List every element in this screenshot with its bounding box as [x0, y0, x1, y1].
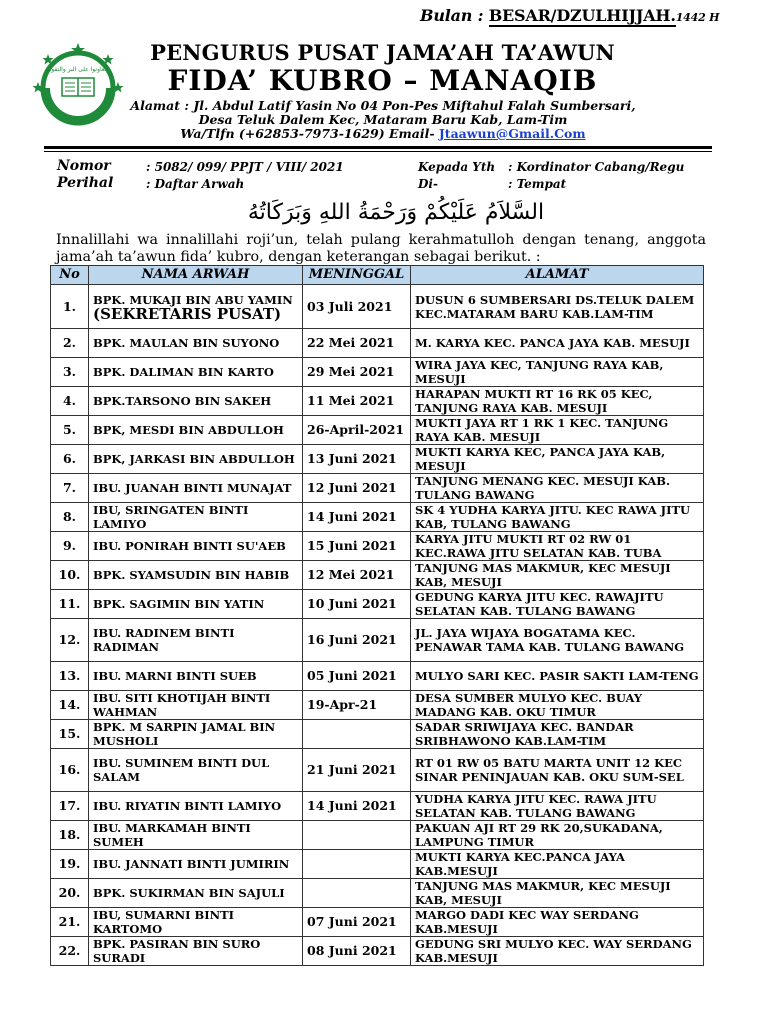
row-nama: IBU. JANNATI BINTI JUMIRIN [89, 850, 303, 879]
table-row [51, 285, 704, 329]
row-nama: IBU, SUMARNI BINTI KARTOMO [89, 908, 303, 937]
row-no: 10. [51, 561, 89, 590]
header-rule-thick [44, 146, 712, 149]
organization-subtitle: FIDA’ KUBRO – MANAQIB [167, 64, 598, 97]
row-tanggal: 21 Juni 2021 [303, 749, 411, 792]
row-nama: IBU. MARNI BINTI SUEB [89, 662, 303, 691]
row-alamat: SK 4 YUDHA KARYA JITU. KEC RAWA JITU KAB, TULANG BAWANG [411, 503, 704, 532]
row-nama: BPK. SUKIRMAN BIN SAJULI [89, 879, 303, 908]
header-rule-thin [44, 151, 712, 152]
row-nama: BPK, MESDI BIN ABDULLOH [89, 416, 303, 445]
row-alamat: YUDHA KARYA JITU KEC. RAWA JITU SELATAN KAB. TULANG BAWANG [411, 792, 704, 821]
row-no: 12. [51, 619, 89, 662]
row-tanggal: 12 Juni 2021 [303, 474, 411, 503]
row-nama: BPK, JARKASI BIN ABDULLOH [89, 445, 303, 474]
row-nama: IBU. PONIRAH BINTI SU'AEB [89, 532, 303, 561]
month-label: Bulan : [420, 6, 489, 25]
row-nama: BPK. PASIRAN BIN SURO SURADI [89, 937, 303, 966]
table-row [51, 503, 704, 532]
table-row [51, 619, 704, 662]
table-row [51, 474, 704, 503]
row-no: 1. [51, 285, 89, 329]
row-no: 2. [51, 329, 89, 358]
row-no: 14. [51, 691, 89, 720]
row-no: 21. [51, 908, 89, 937]
row-no: 5. [51, 416, 89, 445]
table-row [51, 850, 704, 879]
row-tanggal: 05 Juni 2021 [303, 662, 411, 691]
row-tanggal: 07 Juni 2021 [303, 908, 411, 937]
row-nama: IBU. MARKAMAH BINTI SUMEH [89, 821, 303, 850]
intro-paragraph: Innalillahi wa innalillahi roji’un, telah pulang kerahmatulloh dengan tenang, anggota jama’ah ta’awun fida’ kubro, dengan keterangan sebagai berikut. : [56, 232, 706, 265]
row-no: 13. [51, 662, 89, 691]
row-tanggal [303, 850, 411, 879]
row-no: 17. [51, 792, 89, 821]
row-tanggal: 08 Juni 2021 [303, 937, 411, 966]
row-nama: IBU. RADINEM BINTI RADIMAN [89, 619, 303, 662]
row-tanggal: 19-Apr-21 [303, 691, 411, 720]
row-nama: IBU. JUANAH BINTI MUNAJAT [89, 474, 303, 503]
row-no: 6. [51, 445, 89, 474]
row-tanggal: 14 Juni 2021 [303, 503, 411, 532]
row-tanggal [303, 879, 411, 908]
row-no: 3. [51, 358, 89, 387]
row-nama: BPK. M SARPIN JAMAL BIN MUSHOLI [89, 720, 303, 749]
table-row [51, 937, 704, 966]
logo-text: وتعاونوا على البر والتقوى [46, 66, 110, 73]
row-alamat: JL. JAYA WIJAYA BOGATAMA KEC. PENAWAR TAMA KAB. TULANG BAWANG [411, 619, 704, 662]
row-nama-line: BPK. MUKAJI BIN ABU YAMIN [93, 292, 293, 307]
row-tanggal [303, 720, 411, 749]
row-alamat: MUKTI KARYA KEC.PANCA JAYA KAB.MESUJI [411, 850, 704, 879]
row-nama: IBU. SUMINEM BINTI DUL SALAM [89, 749, 303, 792]
row-alamat: TANJUNG MENANG KEC. MESUJI KAB. TULANG BAWANG [411, 474, 704, 503]
row-tanggal: 11 Mei 2021 [303, 387, 411, 416]
address-line-2: Desa Teluk Dalem Kec, Mataram Baru Kab, Lam-Tim [198, 112, 568, 127]
table-row [51, 691, 704, 720]
header-meninggal: MENINGGAL [303, 266, 411, 285]
row-no: 16. [51, 749, 89, 792]
row-alamat: KARYA JITU MUKTI RT 02 RW 01 KEC.RAWA JITU SELATAN KAB. TUBA [411, 532, 704, 561]
row-tanggal: 22 Mei 2021 [303, 329, 411, 358]
row-nama: BPK. SAGIMIN BIN YATIN [89, 590, 303, 619]
table-row [51, 662, 704, 691]
row-alamat: TANJUNG MAS MAKMUR, KEC MESUJI KAB, MESUJI [411, 879, 704, 908]
row-no: 19. [51, 850, 89, 879]
table-row [51, 387, 704, 416]
row-no: 11. [51, 590, 89, 619]
row-tanggal: 12 Mei 2021 [303, 561, 411, 590]
kepada-value: : Kordinator Cabang/Regu [508, 160, 685, 174]
row-alamat: DUSUN 6 SUMBERSARI DS.TELUK DALEM KEC.MATARAM BARU KAB.LAM-TIM [411, 285, 704, 329]
row-alamat: GEDUNG SRI MULYO KEC. WAY SERDANG KAB.MESUJI [411, 937, 704, 966]
table-row [51, 590, 704, 619]
row-no: 4. [51, 387, 89, 416]
table-row [51, 792, 704, 821]
row-alamat: TANJUNG MAS MAKMUR, KEC MESUJI KAB, MESUJI [411, 561, 704, 590]
month-line [420, 6, 765, 25]
row-tanggal [303, 821, 411, 850]
row-nama [89, 285, 303, 329]
table-row [51, 532, 704, 561]
row-nama: BPK. SYAMSUDIN BIN HABIB [89, 561, 303, 590]
row-no: 9. [51, 532, 89, 561]
row-nama: BPK. MAULAN BIN SUYONO [89, 329, 303, 358]
table-row [51, 749, 704, 792]
table-row [51, 821, 704, 850]
organization-logo [32, 40, 124, 132]
row-alamat: DESA SUMBER MULYO KEC. BUAY MADANG KAB. OKU TIMUR [411, 691, 704, 720]
table-row [51, 358, 704, 387]
perihal-label: Perihal [57, 175, 114, 191]
row-tanggal: 29 Mei 2021 [303, 358, 411, 387]
address-line-1: Alamat : Jl. Abdul Latif Yasin No 04 Pon-Pes Miftahul Falah Sumbersari, [130, 98, 636, 113]
row-nama: IBU, SRINGATEN BINTI LAMIYO [89, 503, 303, 532]
kepada-label: Kepada Yth [418, 160, 496, 174]
month-year: 1442 H [675, 11, 720, 24]
row-no: 20. [51, 879, 89, 908]
organization-name: PENGURUS PUSAT JAMA’AH TA’AWUN [150, 40, 615, 65]
nomor-label: Nomor [57, 158, 111, 174]
arabic-greeting: السَّلاَمُ عَلَيْكُمْ وَرَحْمَةُ اللهِ وَبَرَكَاتُهُ [247, 200, 545, 225]
perihal-value: : Daftar Arwah [146, 177, 245, 191]
contact-line [128, 126, 638, 141]
row-no: 15. [51, 720, 89, 749]
row-tanggal: 13 Juni 2021 [303, 445, 411, 474]
row-alamat: HARAPAN MUKTI RT 16 RK 05 KEC, TANJUNG RAYA KAB. MESUJI [411, 387, 704, 416]
row-nama-role: (SEKRETARIS PUSAT) [93, 304, 282, 323]
table-row [51, 329, 704, 358]
table-row [51, 445, 704, 474]
table-row [51, 879, 704, 908]
row-no: 7. [51, 474, 89, 503]
table-row [51, 561, 704, 590]
row-tanggal: 26-April-2021 [303, 416, 411, 445]
row-alamat: GEDUNG KARYA JITU KEC. RAWAJITU SELATAN KAB. TULANG BAWANG [411, 590, 704, 619]
row-alamat: WIRA JAYA KEC, TANJUNG RAYA KAB, MESUJI [411, 358, 704, 387]
contact-prefix: Wa/Tlfn (+62853-7973-1629) Email- [180, 126, 439, 141]
table-row [51, 416, 704, 445]
table-header-row [51, 266, 704, 285]
table-row [51, 720, 704, 749]
row-alamat: MUKTI KARYA KEC, PANCA JAYA KAB, MESUJI [411, 445, 704, 474]
row-tanggal: 15 Juni 2021 [303, 532, 411, 561]
email-link[interactable]: Jtaawun@Gmail.Com [438, 126, 586, 141]
row-tanggal: 10 Juni 2021 [303, 590, 411, 619]
header-nama: NAMA ARWAH [89, 266, 303, 285]
row-tanggal: 14 Juni 2021 [303, 792, 411, 821]
row-alamat: MULYO SARI KEC. PASIR SAKTI LAM-TENG [411, 662, 704, 691]
row-alamat: MARGO DADI KEC WAY SERDANG KAB.MESUJI [411, 908, 704, 937]
header-no: No [51, 266, 89, 285]
row-nama: IBU. RIYATIN BINTI LAMIYO [89, 792, 303, 821]
row-no: 22. [51, 937, 89, 966]
row-nama: BPK.TARSONO BIN SAKEH [89, 387, 303, 416]
row-nama: IBU. SITI KHOTIJAH BINTI WAHMAN [89, 691, 303, 720]
row-alamat: RT 01 RW 05 BATU MARTA UNIT 12 KEC SINAR PENINJAUAN KAB. OKU SUM-SEL [411, 749, 704, 792]
row-tanggal: 16 Juni 2021 [303, 619, 411, 662]
row-tanggal: 03 Juli 2021 [303, 285, 411, 329]
row-no: 8. [51, 503, 89, 532]
month-value: BESAR/DZULHIJJAH. [488, 6, 676, 25]
nomor-value: : 5082/ 099/ PPJT / VIII/ 2021 [146, 160, 344, 174]
row-no: 18. [51, 821, 89, 850]
row-alamat: SADAR SRIWIJAYA KEC. BANDAR SRIBHAWONO KAB.LAM-TIM [411, 720, 704, 749]
di-value: : Tempat [508, 177, 567, 191]
row-alamat: PAKUAN AJI RT 29 RK 20,SUKADANA, LAMPUNG TIMUR [411, 821, 704, 850]
table-row [51, 908, 704, 937]
header-alamat: ALAMAT [411, 266, 704, 285]
di-label: Di- [418, 177, 438, 191]
row-nama: BPK. DALIMAN BIN KARTO [89, 358, 303, 387]
row-alamat: M. KARYA KEC. PANCA JAYA KAB. MESUJI [411, 329, 704, 358]
arwah-table [50, 265, 704, 966]
row-alamat: MUKTI JAYA RT 1 RK 1 KEC. TANJUNG RAYA KAB. MESUJI [411, 416, 704, 445]
